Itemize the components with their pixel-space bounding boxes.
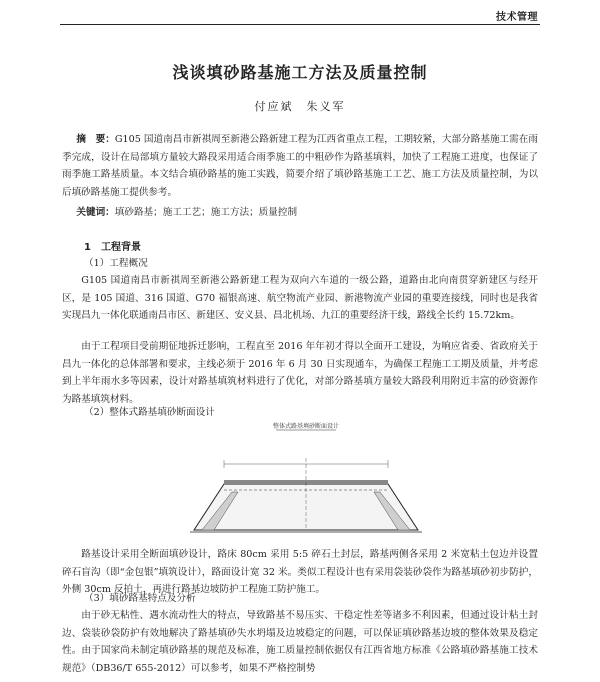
header-rule [60, 24, 540, 25]
keywords-text: 填砂路基；施工工艺；施工方法；质量控制 [114, 207, 298, 218]
cross-section-drawing [188, 418, 424, 543]
paragraph-overview: G105 国道南昌市新祺周至新港公路新建工程为双向六车道的一级公路，道路由北向南贯穿新建区与经开区，是 105 国道、316 国道、G70 福银高速、航空物流产业园、新港物流产业园的重要连接线，同时也是我省实现昌九一体化联通南昌市区、新建区、安义县、昌北机场、九江的重要经济干线，路线全长约 15.72km。 [62, 275, 538, 322]
subsection-cross-section: （2）整体式路基填砂断面设计 [84, 407, 215, 418]
subsection-characteristics: （3）填砂路基特点及分析 [84, 593, 196, 604]
authors: 付应斌 朱义军 [254, 100, 346, 113]
article-title: 浅谈填砂路基施工方法及质量控制 [172, 63, 428, 82]
abstract-label: 摘 要： [76, 134, 115, 145]
section-tag: 技术管理 [496, 12, 538, 23]
cross-section-figure [188, 418, 424, 543]
paragraph-characteristics: 由于砂无粘性、遇水流动性大的特点，导致路基不易压实、干稳定性差等诸多不利因素，但通过设计粘土封边、袋装砂袋防护有效地解决了路基填砂失水坍塌及边坡稳定的问题，可以保证填砂路基边坡的整体效果及稳定性。由于国家尚未制定填砂路基的规范及标准，施工质量控制依据仅有江西省地方标准《公路填砂路基施工技术规范》（DB36/T 655-2012）可以参考，如果不严格控制势 [62, 610, 538, 674]
paragraph-schedule: 由于工程项目受前期征地拆迁影响，工程直至 2016 年年初才得以全面开工建设，为响应省委、省政府关于昌九一体化的总体部署和要求，主线必须于 2016 年 6 月 30 日实现通车，为确保工程施工工期及质量，并考虑到上半年雨水多等因素，设计对路基填筑材料进行了优化，对部分路基填方量较大路段利用附近丰富的砂资源作为路基填筑材料。 [62, 341, 538, 405]
figure-title: 整体式路基填砂断面设计 [272, 423, 340, 430]
paragraph-design: 路基设计采用全断面填砂设计，路床 80cm 采用 5:5 碎石土封层，路基两侧各采用 2 米宽粘土包边并设置碎石盲沟（即“金包银”填筑设计），路面设计宽 32 米。类似工程设计也有采用袋装砂袋作为路基填砂初步防护，外侧 30cm 反拍土，再进行路基边坡防护工程施工防护施工。 [62, 549, 538, 596]
subsection-overview: （1）工程概况 [84, 258, 148, 269]
keywords-label: 关键词： [76, 207, 115, 218]
abstract-text: G105 国道南昌市新祺周至新港公路新建工程为江西省重点工程，工期较紧，大部分路基施工需在雨季完成，设计在局部填方量较大路段采用适合雨季施工的中粗砂作为路基填料，加快了工程施工进度，也保证了雨季施工路基质量。本文结合填砂路基的施工实践，简要介绍了填砂路基施工工艺、施工方法及质量控制，为以后填砂路基施工提供参考。 [62, 134, 538, 198]
section-heading: 1 工程背景 [84, 242, 141, 253]
keywords [62, 204, 538, 221]
abstract [62, 131, 538, 201]
